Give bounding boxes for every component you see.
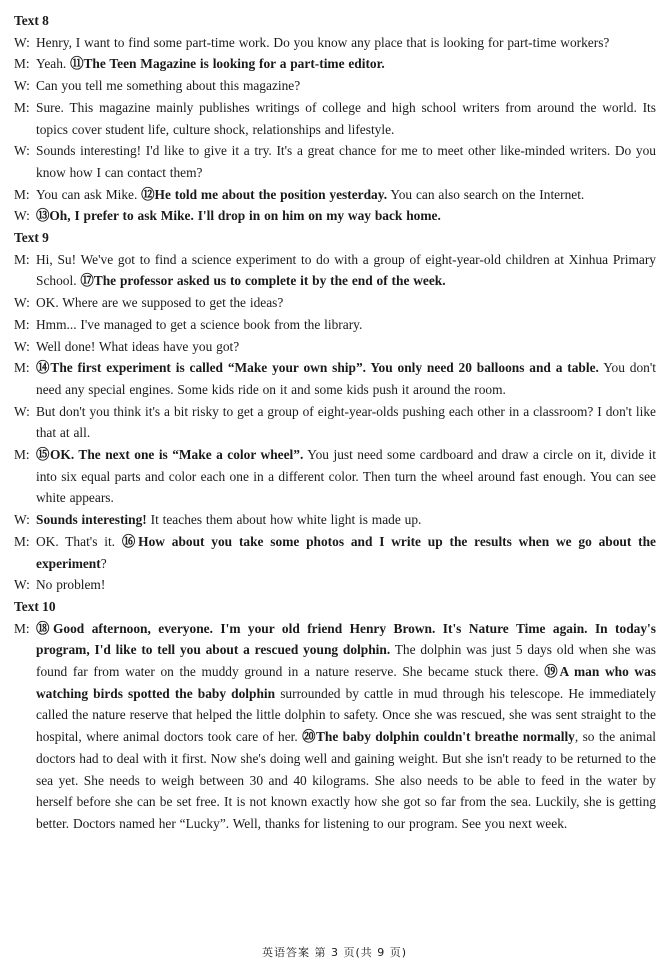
answer-key-text: ⑲A man who was watching birds spotted the baby dolphin — [36, 664, 656, 701]
answer-key-text: ⑰The professor asked us to complete it by the end of the week. — [80, 273, 446, 289]
dialogue-line — [14, 531, 656, 574]
line-text — [36, 509, 656, 531]
line-text — [36, 401, 656, 444]
line-text — [36, 184, 656, 206]
speaker-label: W: — [14, 295, 30, 311]
plain-text: Hmm... I've managed to get a science book from the library. — [36, 316, 363, 332]
line-text — [36, 444, 656, 509]
dialogue-line — [14, 357, 656, 400]
speaker-label: M: — [14, 447, 30, 463]
dialogue-line — [14, 314, 656, 336]
plain-text: Hi, Su! We've got to find a science experiment to do with a group of eight-year-old children at Xinhua Primary School. — [36, 251, 656, 289]
speaker-label: M: — [14, 251, 30, 267]
dialogue-line — [14, 249, 656, 292]
line-text — [36, 357, 656, 400]
answer-key-text: ⑯How about you take some photos and I write up the results when we go about the experiment — [36, 533, 656, 571]
line-text — [36, 97, 656, 140]
dialogue-line — [14, 184, 656, 206]
line-text — [36, 53, 656, 75]
plain-text: Sure. This magazine mainly publishes writings of college and high school writers from around the world. Its topics cover student life, culture shock, relationships and lifestyle. — [36, 99, 656, 137]
plain-text: You don't need any special engines. Some kids ride on it and some kids push it around the room. — [36, 360, 656, 397]
answer-key-text: ⑬Oh, I prefer to ask Mike. I'll drop in on him on my way back home. — [36, 208, 441, 224]
speaker-label: W: — [14, 577, 30, 593]
answer-key-text: ⑫He told me about the position yesterday. — [141, 186, 388, 202]
answer-key-text: ⑭The first experiment is called “Make your own ship”. You only need 20 balloons and a table. — [36, 360, 599, 376]
speaker-label: W: — [14, 338, 30, 354]
speaker-label: M: — [14, 533, 30, 549]
dialogue-line — [14, 574, 656, 596]
line-text — [36, 336, 656, 358]
answer-key-text: ⑱Good afternoon, everyone. I'm your old friend Henry Brown. It's Nature Time again. In today's program, I'd like to tell you about a rescued young dolphin. — [36, 620, 656, 658]
plain-text: Yeah. — [36, 56, 71, 72]
answer-key-text: ⑮OK. The next one is “Make a color wheel”. — [36, 447, 304, 463]
plain-text: surrounded by cattle in mud through his telescope. He immediately called the nature reserve that helped the little dolphin to safety. Once she was rescued, she was sent straight to the hospital, where animal doctors took care of her. — [36, 685, 657, 745]
plain-text: , so the animal doctors had to deal with it first. Now she's doing well and gaining weight. But she isn't ready to be returned to the sea yet. She needs to weigh between 30 and 40 kilograms. She also needs to be able to feed in the water by herself before she can be set free. It is not known exactly how she got so far from the sea. Luckily, she is getting better. Doctors named her “Lucky”. Well, thanks for listening to our program. See you next week. — [36, 729, 656, 831]
transcript-page — [14, 10, 656, 835]
plain-text: You can also search on the Internet. — [387, 186, 585, 202]
speaker-label: M: — [14, 186, 30, 202]
speaker-label: M: — [14, 360, 30, 376]
line-text — [36, 140, 656, 183]
speaker-label: M: — [14, 316, 30, 332]
line-text — [36, 32, 656, 54]
plain-text: Henry, I want to find some part-time work. Do you know any place that is looking for part-time workers? — [36, 34, 610, 50]
section-heading: Text 10 — [14, 598, 56, 614]
plain-text: You just need some cardboard and draw a circle on it, divide it into six equal parts and color each one in a different color. Then turn the wheel around fast enough. You can see white appears. — [36, 447, 656, 506]
line-text — [36, 314, 656, 336]
plain-text: OK. That's it. — [36, 533, 122, 549]
plain-text: Sounds interesting! I'd like to give it a try. It's a great chance for me to meet other like-minded writers. Do you know how I can contact them? — [36, 143, 656, 180]
plain-text: But don't you think it's a bit risky to get a group of eight-year-olds pushing each other in a classroom? I don't like that at all. — [36, 403, 656, 441]
dialogue-line — [14, 140, 656, 183]
speaker-label: M: — [14, 56, 30, 72]
answer-key-text: ⑪The Teen Magazine is looking for a part-time editor. — [70, 56, 385, 72]
plain-text: You can ask Mike. — [36, 186, 142, 202]
plain-text: ? — [100, 555, 107, 571]
line-text — [36, 531, 656, 574]
line-text — [36, 574, 656, 596]
speaker-label: W: — [14, 512, 30, 528]
plain-text: Well done! What ideas have you got? — [36, 338, 240, 354]
answer-key-text: ⑳The baby dolphin couldn't breathe normally — [302, 729, 575, 745]
dialogue-line — [14, 32, 656, 54]
speaker-label: W: — [14, 403, 30, 419]
section-heading: Text 8 — [14, 13, 49, 28]
dialogue-line — [14, 75, 656, 97]
dialogue-line — [14, 336, 656, 358]
speaker-label: W: — [14, 208, 30, 224]
speaker-label: M: — [14, 620, 30, 636]
plain-text: It teaches them about how white light is made up. — [146, 512, 422, 528]
line-text — [36, 618, 656, 835]
line-text — [36, 249, 656, 292]
speaker-label: W: — [14, 143, 30, 159]
line-text — [36, 292, 656, 314]
speaker-label: M: — [14, 99, 30, 115]
dialogue-line — [14, 292, 656, 314]
answer-key-text: Sounds interesting! — [36, 512, 147, 528]
plain-text: The dolphin was just 5 days old when she was found far from water on the muddy ground in a nature reserve. She became stuck there. — [36, 642, 656, 680]
dialogue-line — [14, 618, 656, 835]
dialogue-line — [14, 97, 656, 140]
line-text — [36, 75, 656, 97]
plain-text: Can you tell me something about this magazine? — [36, 78, 301, 94]
dialogue-line — [14, 205, 656, 227]
dialogue-line — [14, 401, 656, 444]
line-text — [36, 205, 656, 227]
dialogue-line — [14, 444, 656, 509]
plain-text: No problem! — [36, 577, 106, 593]
speaker-label: W: — [14, 78, 30, 94]
speaker-label: W: — [14, 34, 30, 50]
dialogue-line — [14, 53, 656, 75]
plain-text: OK. Where are we supposed to get the ideas? — [36, 295, 284, 311]
section-heading: Text 9 — [14, 230, 49, 246]
page-footer: 英语答案 第 3 页(共 9 页) — [261, 946, 408, 959]
dialogue-line — [14, 509, 656, 531]
